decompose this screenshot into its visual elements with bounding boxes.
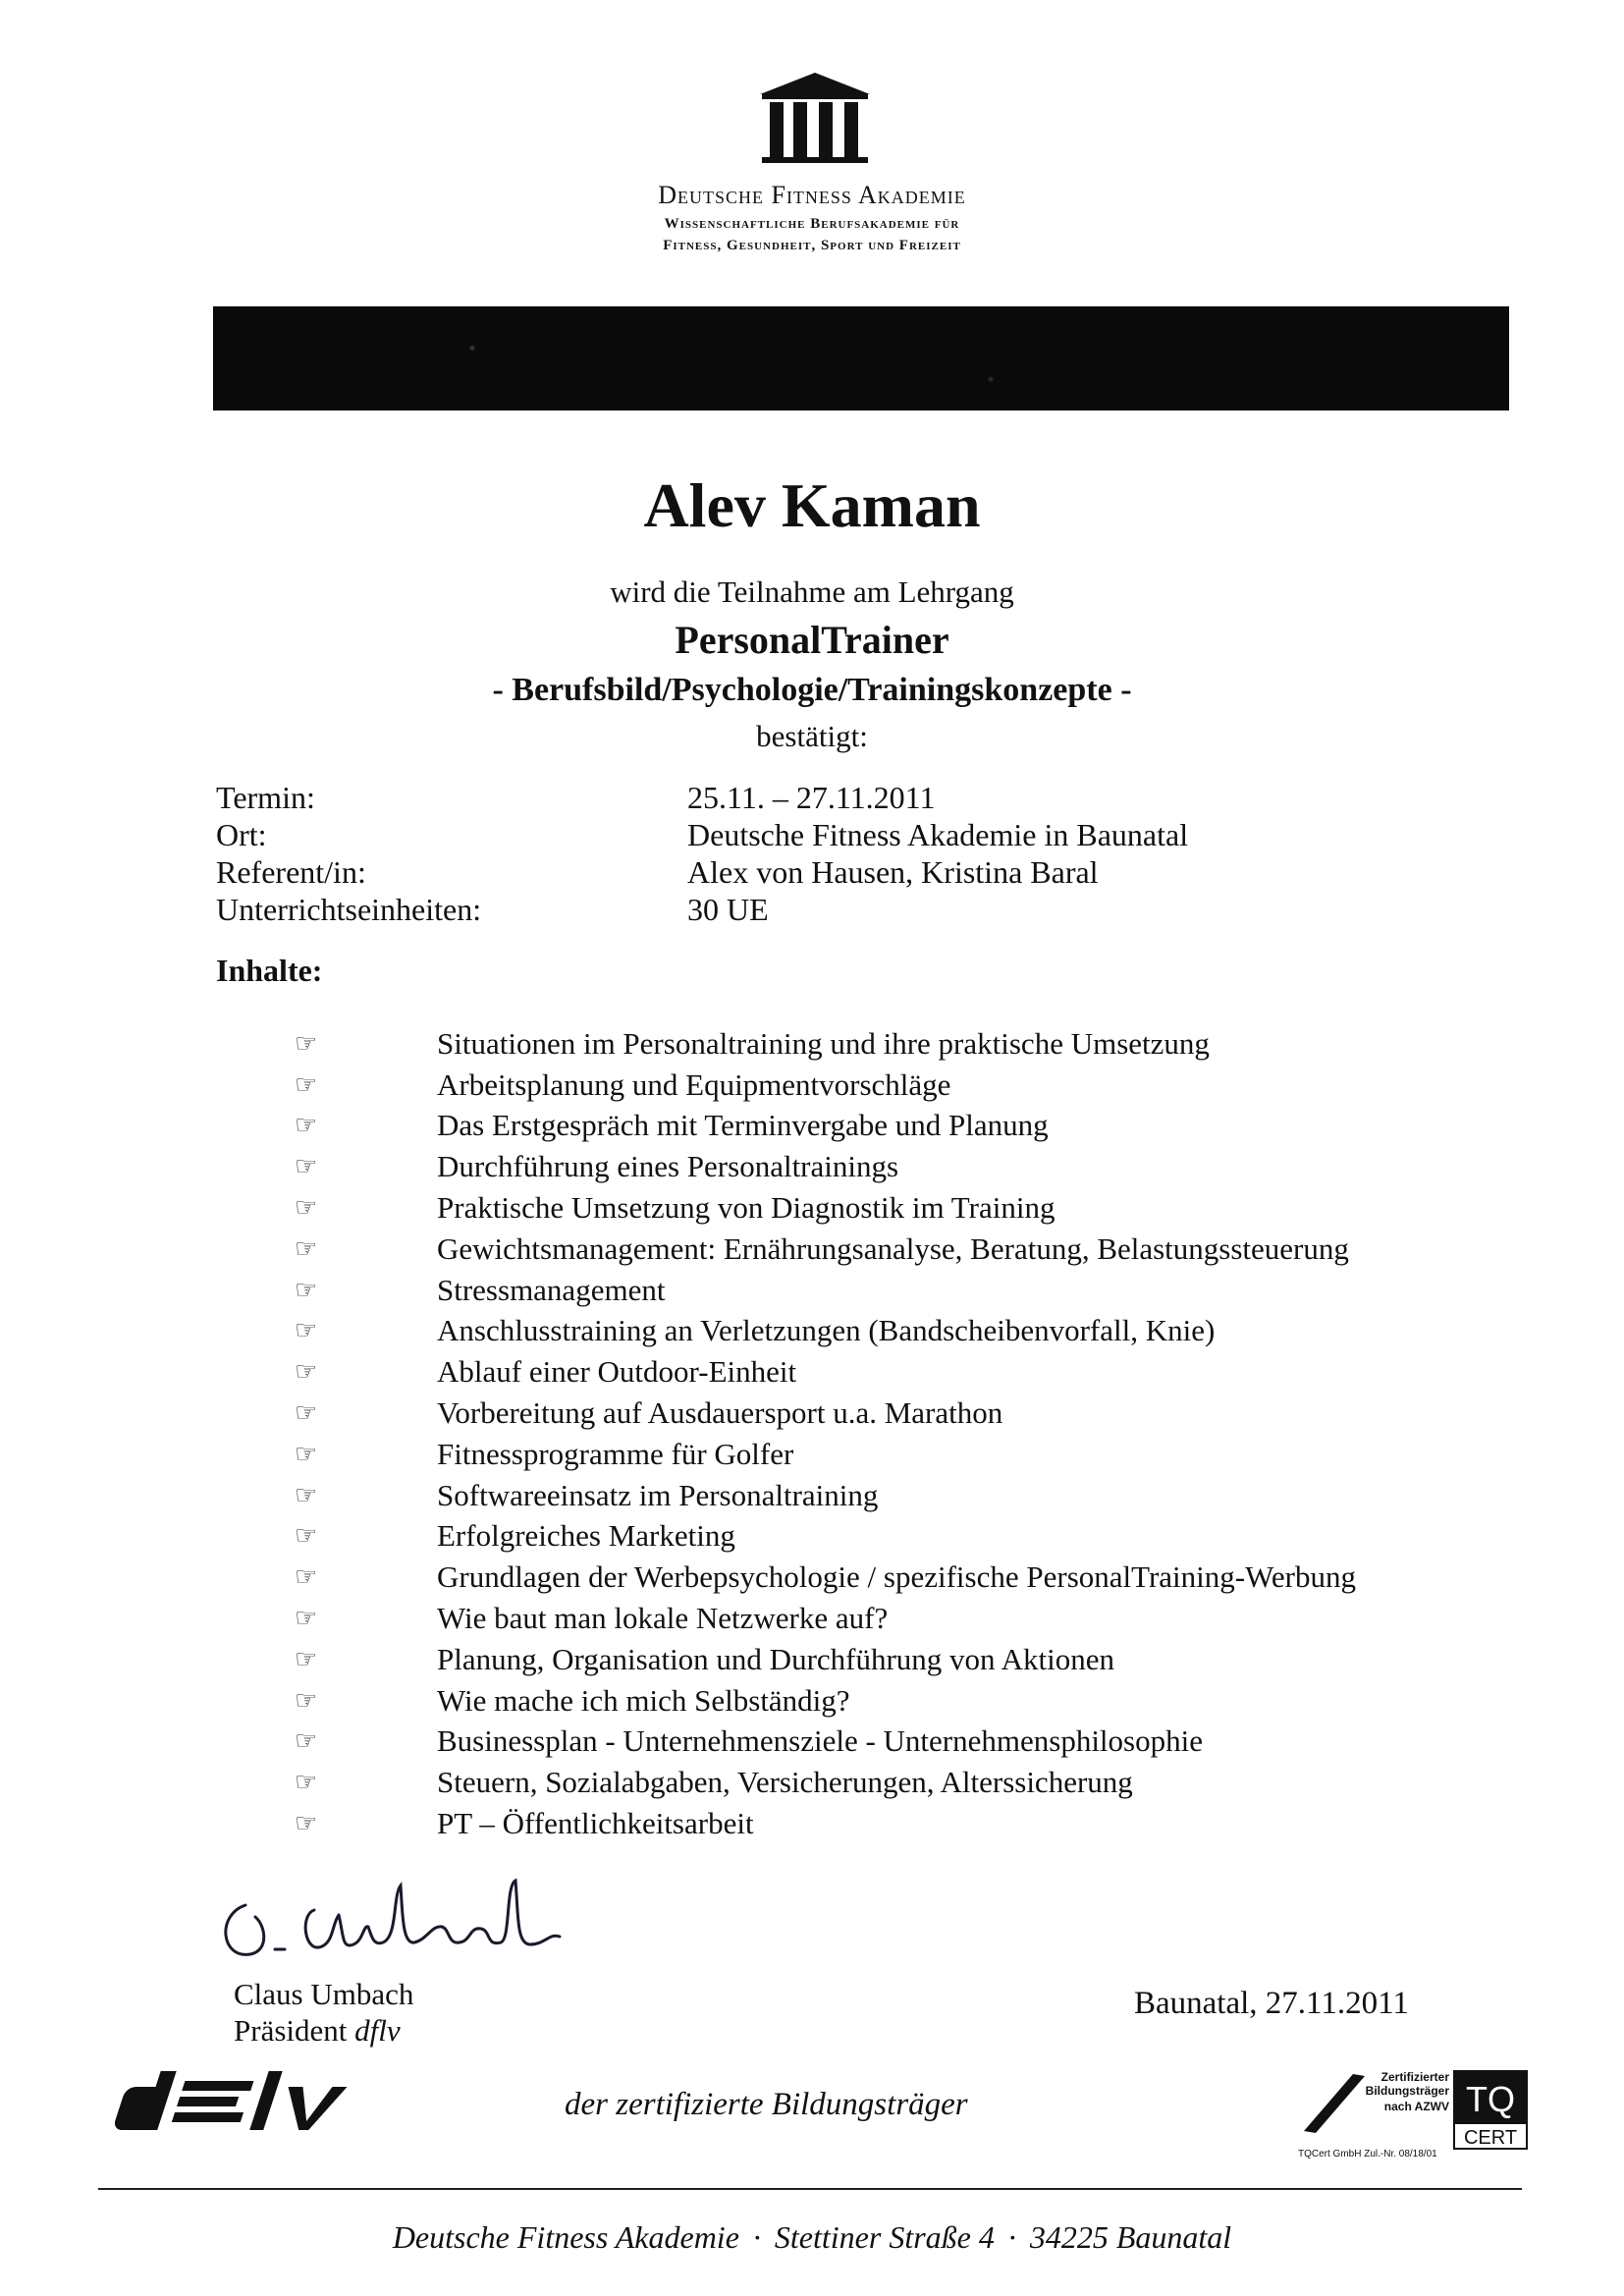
pointing-hand-icon: ☞ bbox=[295, 1809, 318, 1838]
list-item: ☞ Planung, Organisation und Durchführung von Aktionen bbox=[295, 1641, 1114, 1676]
contents-heading: Inhalte: bbox=[216, 953, 323, 988]
pointing-hand-icon: ☞ bbox=[295, 1768, 318, 1797]
list-item: ☞ Stressmanagement bbox=[295, 1272, 666, 1307]
tq-cert-logo bbox=[1453, 2070, 1528, 2151]
tagline: der zertifizierte Bildungsträger bbox=[565, 2087, 968, 2122]
cert-text-2: nach AZWV bbox=[1383, 2100, 1449, 2113]
dflv-logo bbox=[93, 2067, 358, 2146]
footer-divider bbox=[98, 2188, 1522, 2190]
list-item: ☞ Praktische Umsetzung von Diagnostik im Training bbox=[295, 1190, 1056, 1226]
pointing-hand-icon: ☞ bbox=[295, 1357, 318, 1387]
units-value: 30 UE bbox=[687, 892, 769, 927]
academy-subtitle-line1: Wissenschaftliche Berufsakademie für bbox=[664, 216, 960, 232]
list-item: ☞ Durchführung eines Personaltrainings bbox=[295, 1149, 899, 1184]
list-item: ☞ Situationen im Personaltraining und ihre praktische Umsetzung bbox=[295, 1025, 1210, 1061]
pointing-hand-icon: ☞ bbox=[295, 1562, 318, 1592]
cert-text-1: Zertifizierter Bildungsträger bbox=[1365, 2070, 1449, 2098]
pointing-hand-icon: ☞ bbox=[295, 1069, 318, 1099]
termin-label: Termin: bbox=[216, 780, 315, 815]
pointing-hand-icon: ☞ bbox=[295, 1644, 318, 1673]
list-item: ☞ Wie baut man lokale Netzwerke auf? bbox=[295, 1601, 889, 1636]
list-item: ☞ PT – Öffentlichkeitsarbeit bbox=[295, 1806, 754, 1841]
pointing-hand-icon: ☞ bbox=[295, 1111, 318, 1140]
pointing-hand-icon: ☞ bbox=[295, 1152, 318, 1181]
redaction-bar bbox=[213, 306, 1509, 410]
temple-icon bbox=[756, 69, 874, 167]
academy-name: Deutsche Fitness Akademie bbox=[658, 181, 966, 209]
confirmed-text: bestätigt: bbox=[756, 719, 868, 753]
intro-text: wird die Teilnahme am Lehrgang bbox=[610, 574, 1014, 609]
list-item: ☞ Businessplan - Unternehmensziele - Unternehmensphilosophie bbox=[295, 1723, 1203, 1759]
list-item: ☞ Arbeitsplanung und Equipmentvorschläge bbox=[295, 1066, 951, 1102]
signature bbox=[206, 1856, 579, 1984]
list-item: ☞ Das Erstgespräch mit Terminvergabe und Planung bbox=[295, 1108, 1049, 1143]
list-item: ☞ Erfolgreiches Marketing bbox=[295, 1518, 735, 1554]
list-item: ☞ Grundlagen der Werbepsychologie / spezifische PersonalTraining-Werbung bbox=[295, 1559, 1356, 1595]
course-title: PersonalTrainer bbox=[675, 618, 949, 662]
course-subtitle: - Berufsbild/Psychologie/Trainingskonzepte - bbox=[492, 672, 1132, 708]
pointing-hand-icon: ☞ bbox=[295, 1193, 318, 1223]
cert-registration: TQCert GmbH Zul.-Nr. 08/18/01 bbox=[1298, 2149, 1437, 2159]
svg-text:CERT: CERT bbox=[1463, 2127, 1518, 2149]
list-item: ☞ Anschlusstraining an Verletzungen (Bandscheibenvorfall, Knie) bbox=[295, 1313, 1216, 1348]
pointing-hand-icon: ☞ bbox=[295, 1028, 318, 1058]
pointing-hand-icon: ☞ bbox=[295, 1521, 318, 1551]
footer-address: Deutsche Fitness Akademie · Stettiner Straße 4 · 34225 Baunatal bbox=[392, 2219, 1232, 2255]
termin-value: 25.11. – 27.11.2011 bbox=[687, 780, 936, 815]
recipient-name: Alev Kaman bbox=[643, 470, 981, 540]
list-item: ☞ Fitnessprogramme für Golfer bbox=[295, 1436, 794, 1471]
svg-text:TQ: TQ bbox=[1466, 2079, 1515, 2119]
contents-list bbox=[295, 1023, 1522, 1844]
list-item: ☞ Vorbereitung auf Ausdauersport u.a. Marathon bbox=[295, 1395, 1003, 1431]
referent-value: Alex von Hausen, Kristina Baral bbox=[687, 854, 1099, 890]
pointing-hand-icon: ☞ bbox=[295, 1233, 318, 1263]
pointing-hand-icon: ☞ bbox=[295, 1316, 318, 1345]
pointing-hand-icon: ☞ bbox=[295, 1275, 318, 1304]
units-label: Unterrichtseinheiten: bbox=[216, 892, 482, 927]
pointing-hand-icon: ☞ bbox=[295, 1726, 318, 1756]
list-item: ☞ Softwareeinsatz im Personaltraining bbox=[295, 1477, 879, 1512]
pointing-hand-icon: ☞ bbox=[295, 1685, 318, 1715]
pointing-hand-icon: ☞ bbox=[295, 1604, 318, 1633]
list-item: ☞ Wie mache ich mich Selbständig? bbox=[295, 1682, 850, 1718]
ort-value: Deutsche Fitness Akademie in Baunatal bbox=[687, 817, 1189, 852]
ort-label: Ort: bbox=[216, 817, 267, 852]
list-item: ☞ Gewichtsmanagement: Ernährungsanalyse, Beratung, Belastungssteuerung bbox=[295, 1230, 1349, 1266]
referent-label: Referent/in: bbox=[216, 854, 366, 890]
place-date: Baunatal, 27.11.2011 bbox=[1134, 1986, 1409, 2021]
list-item: ☞ Steuern, Sozialabgaben, Versicherungen, Alterssicherung bbox=[295, 1765, 1133, 1800]
pointing-hand-icon: ☞ bbox=[295, 1398, 318, 1428]
pointing-hand-icon: ☞ bbox=[295, 1439, 318, 1468]
signer-name: Claus Umbach bbox=[234, 1977, 414, 2011]
list-item: ☞ Ablauf einer Outdoor-Einheit bbox=[295, 1354, 797, 1390]
signer-role: Präsident dflv bbox=[234, 2013, 401, 2048]
academy-subtitle-line2: Fitness, Gesundheit, Sport und Freizeit bbox=[663, 238, 961, 253]
pointing-hand-icon: ☞ bbox=[295, 1480, 318, 1509]
